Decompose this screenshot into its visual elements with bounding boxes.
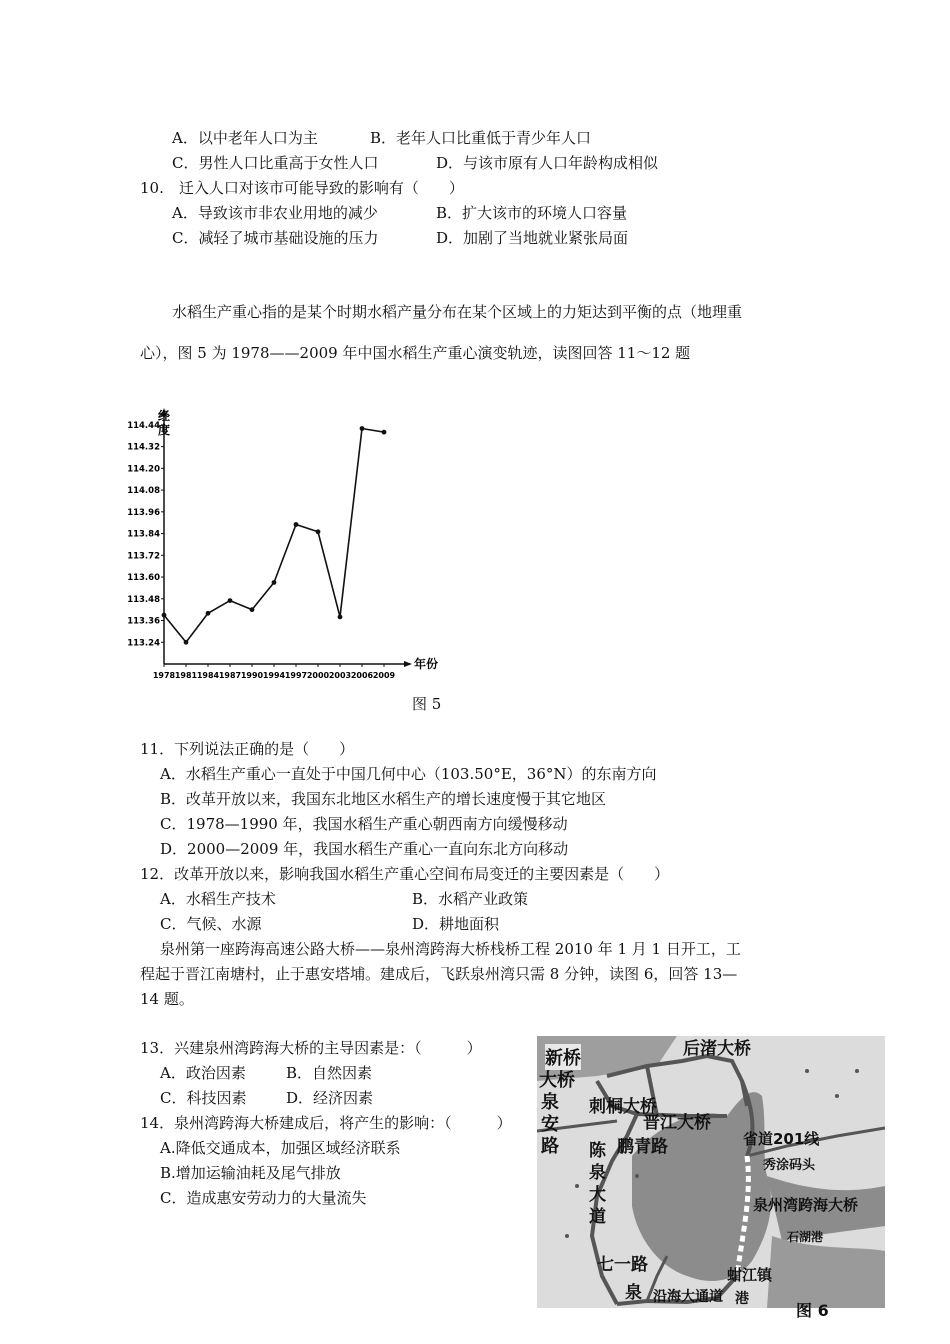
map-label-qiyi-road: 七一路 — [597, 1255, 648, 1275]
data-point — [250, 607, 255, 612]
q14-option-a: A.降低交通成本，加强区域经济联系 — [160, 1139, 401, 1157]
series-line — [164, 428, 384, 642]
x-tick-label: 1987 — [218, 671, 242, 680]
y-tick-label: 114.44 — [127, 420, 160, 431]
map-label-citong-bridge: 刺桐大桥 — [589, 1097, 657, 1117]
x-axis-label: 年份 — [414, 657, 439, 671]
q9-option-b: B．老年人口比重低于青少年人口 — [370, 129, 592, 147]
q11-option-b: B．改革开放以来，我国东北地区水稻生产的增长速度慢于其它地区 — [160, 790, 607, 808]
x-tick-label: 2000 — [306, 671, 330, 680]
q11-option-c: C．1978—1990 年，我国水稻生产重心朝西南方向缓慢移动 — [160, 815, 568, 833]
q13-stem: 13．兴建泉州湾跨海大桥的主导因素是：（ ） — [140, 1039, 482, 1057]
y-tick-label: 114.08 — [127, 486, 160, 497]
q11-option-d: D．2000—2009 年，我国水稻生产重心一直向东北方向移动 — [160, 840, 569, 858]
map-label-dao: 道 — [589, 1207, 606, 1227]
map-label-da: 大 — [589, 1185, 606, 1205]
q9-option-a: A．以中老年人口为主 — [172, 129, 318, 147]
y-tick-label: 113.60 — [127, 573, 160, 584]
q13-option-b: B．自然因素 — [286, 1064, 373, 1082]
q12-stem: 12．改革开放以来，影响我国水稻生产重心空间布局变迁的主要因素是（ ） — [140, 865, 670, 883]
map-label-coastal-road: 沿海大通道 — [653, 1289, 723, 1305]
map-label-provincial-road: 省道201线 — [743, 1130, 820, 1148]
data-point — [294, 522, 299, 527]
q11-option-a: A．水稻生产重心一直处于中国几何中心（103.50°E，36°N）的东南方向 — [160, 765, 657, 783]
q12-option-c: C．气候、水源 — [160, 915, 262, 933]
x-tick-label: 2006 — [350, 671, 374, 680]
map-label-jinjiang-bridge: 晋江大桥 — [643, 1113, 711, 1133]
figure-5-caption: 图 5 — [412, 695, 442, 713]
q13-option-c: C．科技因素 — [160, 1089, 247, 1107]
data-point — [162, 613, 167, 618]
x-tick-label: 1990 — [240, 671, 264, 680]
data-point — [382, 430, 387, 435]
x-tick-label: 2009 — [372, 671, 396, 680]
map-label-pengqing-road: 鹏青路 — [617, 1137, 668, 1157]
map-label-lu: 路 — [541, 1136, 559, 1157]
map-label-houzhu-bridge: 后渚大桥 — [683, 1039, 751, 1059]
figure-6-caption: 图 6 — [796, 1301, 829, 1320]
y-tick-label: 114.32 — [127, 442, 160, 453]
q13-option-d: D．经济因素 — [286, 1089, 374, 1107]
q10-option-b: B．扩大该市的环境人口容量 — [436, 204, 628, 222]
bridge-intro-line2: 程起于晋江南塘村，止于惠安塔埔。建成后，飞跃泉州湾只需 8 分钟，读图 6，回答 13— — [140, 965, 738, 983]
x-tick-label: 1978 — [152, 671, 176, 680]
map-label-an: 安 — [541, 1114, 559, 1135]
y-tick-label: 113.72 — [127, 551, 160, 562]
data-point — [360, 426, 365, 431]
map-label-xinqiao: 新桥 — [545, 1044, 581, 1070]
q12-option-b: B．水稻产业政策 — [412, 890, 529, 908]
bridge-intro-line3: 14 题。 — [140, 990, 194, 1008]
map-label-gang: 港 — [735, 1291, 749, 1307]
q10-option-a: A．导致该市非农业用地的减少 — [172, 204, 378, 222]
x-tick-label: 1997 — [284, 671, 308, 680]
rice-centroid-chart — [120, 392, 460, 692]
q9-option-d: D．与该市原有人口年龄构成相似 — [436, 154, 659, 172]
y-tick-label: 113.48 — [127, 594, 160, 605]
map-label-quan3: 泉 — [625, 1283, 642, 1303]
data-point — [316, 529, 321, 534]
q9-option-c: C．男性人口比重高于女性人口 — [172, 154, 379, 172]
map-label-quan2: 泉 — [589, 1163, 606, 1183]
y-tick-label: 113.24 — [127, 638, 160, 649]
q10-option-c: C．减轻了城市基础设施的压力 — [172, 229, 379, 247]
q11-stem: 11．下列说法正确的是（ ） — [140, 740, 355, 758]
y-tick-label: 114.20 — [127, 464, 160, 475]
x-tick-label: 1981 — [174, 671, 198, 680]
data-point — [206, 611, 211, 616]
q13-option-a: A．政治因素 — [160, 1064, 246, 1082]
q12-option-d: D．耕地面积 — [412, 915, 500, 933]
x-axis-arrow — [404, 661, 412, 667]
y-tick-label: 113.96 — [127, 507, 160, 518]
data-point — [228, 598, 233, 603]
rice-intro-line1: 水稻生产重心指的是某个时期水稻产量分布在某个区域上的力矩达到平衡的点（地理重 — [172, 303, 743, 321]
figure-6-map — [537, 1036, 885, 1308]
data-point — [338, 614, 343, 619]
x-tick-label: 1984 — [196, 671, 220, 680]
rice-intro-line2: 心），图 5 为 1978——2009 年中国水稻生产重心演变轨迹，读图回答 11～12 题 — [140, 344, 691, 362]
y-tick-label: 113.84 — [127, 529, 160, 540]
q14-stem: 14．泉州湾跨海大桥建成后，将产生的影响：（ ） — [140, 1114, 512, 1132]
y-axis-label-char: 经 — [158, 409, 171, 423]
map-label-xiutu-pier: 秀涂码头 — [763, 1158, 816, 1173]
map-label-shihu-port: 石湖港 — [787, 1230, 824, 1244]
q10-option-d: D．加剧了当地就业紧张局面 — [436, 229, 629, 247]
map-label-quan: 泉 — [541, 1092, 559, 1113]
data-point — [184, 640, 189, 645]
map-label-daqiao: 大桥 — [539, 1070, 575, 1091]
y-axis-label-char: 度 — [158, 423, 171, 437]
data-point — [272, 580, 277, 585]
q14-option-c: C．造成惠安劳动力的大量流失 — [160, 1189, 367, 1207]
x-tick-label: 2003 — [328, 671, 352, 680]
map-label-chen: 陈 — [589, 1141, 606, 1161]
q12-option-a: A．水稻生产技术 — [160, 890, 276, 908]
q10-stem: 10. 迁入人口对该市可能导致的影响有（ ） — [140, 179, 464, 197]
q14-option-b: B.增加运输油耗及尾气排放 — [160, 1164, 341, 1182]
map-label-bay-bridge: 泉州湾跨海大桥 — [753, 1196, 859, 1214]
x-tick-label: 1994 — [262, 671, 286, 680]
figure-5-chart — [120, 392, 460, 692]
map-label-hanjiang-town: 蚶江镇 — [727, 1266, 773, 1284]
y-tick-label: 113.36 — [127, 616, 160, 627]
bridge-intro-line1: 泉州第一座跨海高速公路大桥——泉州湾跨海大桥栈桥工程 2010 年 1 月 1 日开工，工 — [160, 940, 741, 958]
